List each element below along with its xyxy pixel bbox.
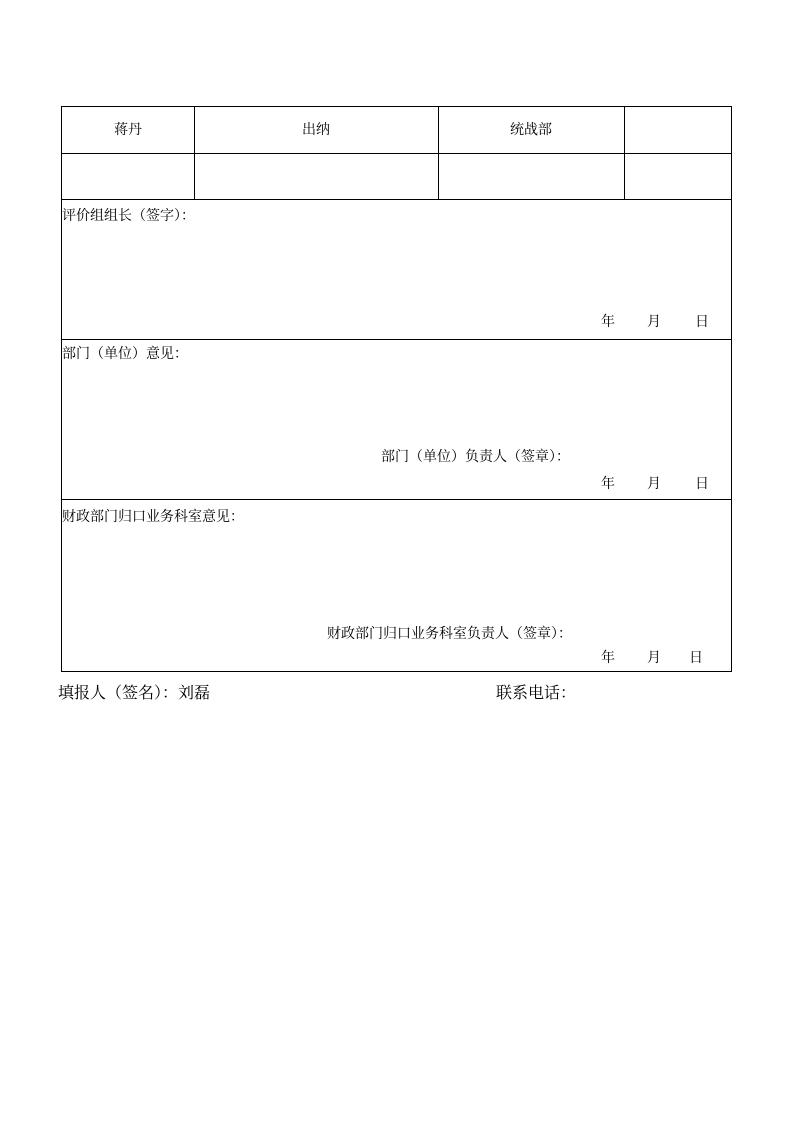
finance-date-day: 日 <box>689 650 703 666</box>
department-date-month: 月 <box>647 476 661 492</box>
header-row <box>62 107 731 153</box>
header-cell-department: 统战部 <box>510 122 552 138</box>
department-date-year: 年 <box>601 476 615 492</box>
phone-label: 联系电话： <box>496 683 577 702</box>
evaluation-form-table <box>61 106 732 672</box>
filler-label: 填报人（签名）： <box>58 683 179 702</box>
contact-phone <box>496 684 576 702</box>
header-cell-name: 蒋丹 <box>114 122 142 138</box>
leader-date-day: 日 <box>695 314 709 330</box>
department-date-day: 日 <box>695 476 709 492</box>
section-finance <box>62 499 731 673</box>
section-leader <box>62 199 731 339</box>
leader-date-year: 年 <box>601 314 615 330</box>
column-divider <box>624 107 625 199</box>
section-department <box>62 339 731 499</box>
finance-opinion-label: 财政部门归口业务科室意见： <box>62 509 244 525</box>
filler-signature <box>58 684 210 702</box>
finance-date-month: 月 <box>647 650 661 666</box>
finance-date-year: 年 <box>601 650 615 666</box>
leader-date-month: 月 <box>647 314 661 330</box>
leader-signature-label: 评价组组长（签字）： <box>62 208 195 224</box>
department-signature-label: 部门（单位）负责人（签章）： <box>381 449 570 465</box>
blank-row <box>62 153 731 199</box>
department-opinion-label: 部门（单位）意见： <box>62 346 188 362</box>
filler-name: 刘磊 <box>178 683 211 702</box>
column-divider <box>194 107 195 199</box>
column-divider <box>438 107 439 199</box>
finance-signature-label: 财政部门归口业务科室负责人（签章）： <box>327 626 572 642</box>
header-cell-position: 出纳 <box>302 122 330 138</box>
